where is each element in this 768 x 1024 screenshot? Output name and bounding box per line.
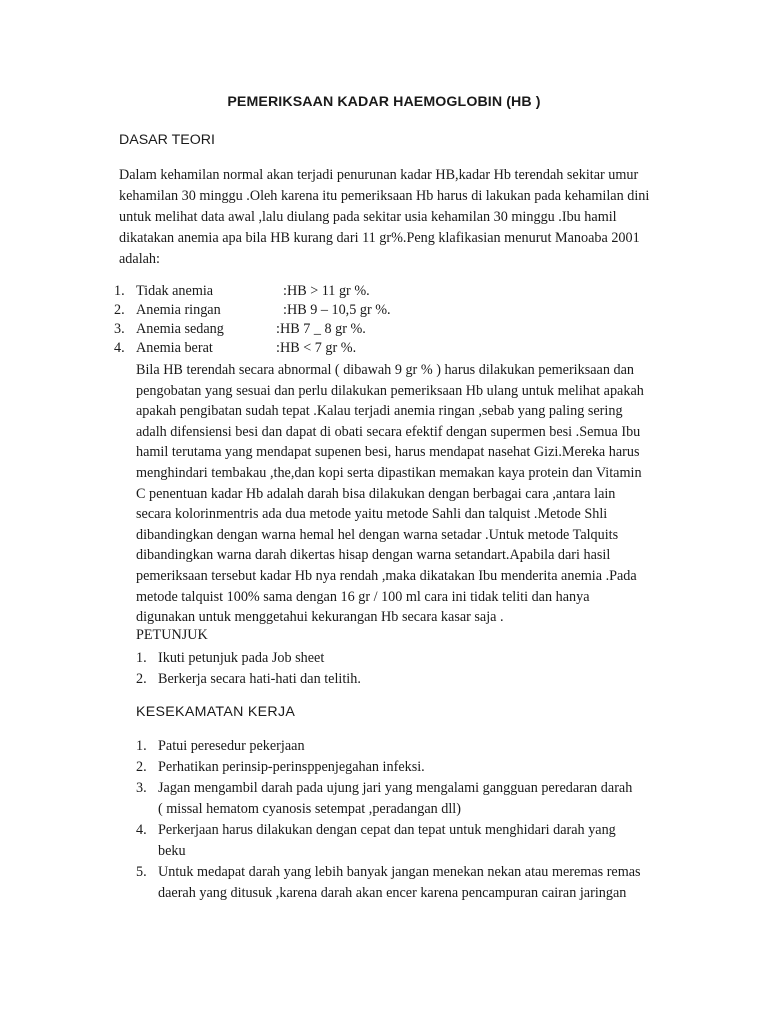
body-line: C penentuan kadar Hb adalah darah bisa dilakukan dengan berbagai cara ,antara lain: [136, 485, 616, 502]
list-item: [0, 862, 641, 904]
hb-value: :HB < 7 gr %.: [276, 340, 357, 356]
intro-line: Dalam kehamilan normal akan terjadi penurunan kadar HB,kadar Hb terendah sekitar umur: [119, 167, 639, 183]
anemia-label: Tidak anemia: [136, 283, 214, 299]
keselamatan-list: [0, 736, 641, 904]
list-number: 2.: [136, 671, 147, 687]
body-line: hamil terutama yang mendapat supenen besi, harus mendapat nasehat Gizi.Mereka harus: [136, 444, 640, 461]
body-line: apakah pengibatan sudah tepat .Kalau terjadi anemia ringan ,sebab yang paling sering: [136, 403, 623, 420]
hb-value: :HB > 11 gr %.: [283, 283, 370, 299]
list-number: 3.: [114, 321, 125, 337]
anemia-label: Anemia ringan: [136, 302, 221, 318]
list-item: [0, 669, 361, 690]
list-item: [0, 778, 641, 820]
intro-paragraph: [119, 165, 679, 270]
list-number: 2.: [114, 302, 125, 318]
intro-line: untuk melihat data awal ,lalu diulang pada sekitar usia kehamilan 30 minggu .Ibu hamil: [119, 209, 617, 225]
body-line: adalh difensiensi besi dan dapat di obati secara efektif dengan supermen besi .Semua Ibu: [136, 423, 641, 440]
intro-line: adalah:: [119, 251, 160, 267]
list-number: 4.: [114, 340, 125, 356]
list-text: Perhatikan perinsip-perinsppenjegahan infeksi.: [158, 759, 425, 775]
section-heading-dasar-teori: DASAR TEORI: [119, 132, 215, 148]
body-line: metode talquist 100% sama dengan 16 gr / 100 ml cara ini tidak teliti dan hanya: [136, 588, 590, 605]
intro-line: dikatakan anemia apa bila HB kurang dari 11 gr%.Peng klafikasian menurut Manoaba 2001: [119, 230, 640, 246]
list-text: Perkerjaan harus dilakukan dengan cepat dan tepat untuk menghidari darah yang: [158, 822, 616, 838]
list-item: [0, 820, 641, 862]
section-heading-petunjuk: PETUNJUK: [136, 627, 208, 643]
list-number: 3.: [136, 780, 147, 796]
list-number: 2.: [136, 759, 147, 775]
body-line: dibandingkan warna darah dikertas hisap dengan warna setandart.Apabila dari hasil: [136, 547, 611, 564]
body-line: digunakan untuk menggetahui kekurangan Hb secara kasar saja .: [136, 609, 504, 626]
list-text: Patui peresedur pekerjaan: [158, 738, 305, 754]
list-number: 4.: [136, 822, 147, 838]
intro-line: kehamilan 30 minggu .Oleh karena itu pemeriksaan Hb harus di lakukan pada kehamilan dini: [119, 188, 650, 204]
list-text: Ikuti petunjuk pada Job sheet: [158, 650, 325, 666]
list-text: daerah yang ditusuk ,karena darah akan encer karena pencampuran cairan jaringan: [158, 885, 627, 901]
list-number: 1.: [136, 738, 147, 754]
list-text: Berkerja secara hati-hati dan telitih.: [158, 671, 361, 687]
list-number: 5.: [136, 864, 147, 880]
explanation-paragraph: [136, 360, 696, 628]
list-item: [0, 736, 641, 757]
body-line: pemeriksaan tersebut kadar Hb nya rendah ,maka dikatakan Ibu menderita anemia .Pada: [136, 567, 637, 584]
petunjuk-list: [0, 648, 361, 690]
hb-value: :HB 9 – 10,5 gr %.: [283, 302, 391, 318]
body-line: Bila HB terendah secara abnormal ( dibawah 9 gr % ) harus dilakukan pemeriksaan dan: [136, 362, 634, 378]
section-heading-keselamatan: KESEKAMATAN KERJA: [136, 704, 296, 720]
body-line: pengobatan yang sesuai dan perlu dilakukan pemeriksaan Hb ulang untuk melihat apakah: [136, 382, 644, 399]
body-line: dibandingkan dengan warna hemal hel dengan warna setadar .Untuk metode Talquits: [136, 526, 619, 543]
list-number: 1.: [114, 283, 125, 299]
list-text: Untuk medapat darah yang lebih banyak jangan menekan nekan atau meremas remas: [158, 864, 641, 880]
anemia-label: Anemia berat: [136, 340, 213, 356]
list-text: Jagan mengambil darah pada ujung jari yang mengalami gangguan peredaran darah: [158, 780, 633, 796]
list-text: ( missal hematom cyanosis setempat ,peradangan dll): [158, 801, 461, 817]
list-item: [0, 757, 641, 778]
body-line: secara kolorinmentris ada dua metode yaitu metode Sahli dan talquist .Metode Shli: [136, 506, 608, 523]
list-text: beku: [158, 843, 186, 859]
anemia-label: Anemia sedang: [136, 321, 224, 337]
body-line: menghindari tembakau ,the,dan kopi serta dipastikan memakan kaya protein dan Vitamin: [136, 464, 642, 481]
list-item: [0, 648, 361, 669]
list-number: 1.: [136, 650, 147, 666]
document-title: PEMERIKSAAN KADAR HAEMOGLOBIN (HB ): [227, 94, 541, 110]
hb-value: :HB 7 _ 8 gr %.: [276, 321, 366, 337]
